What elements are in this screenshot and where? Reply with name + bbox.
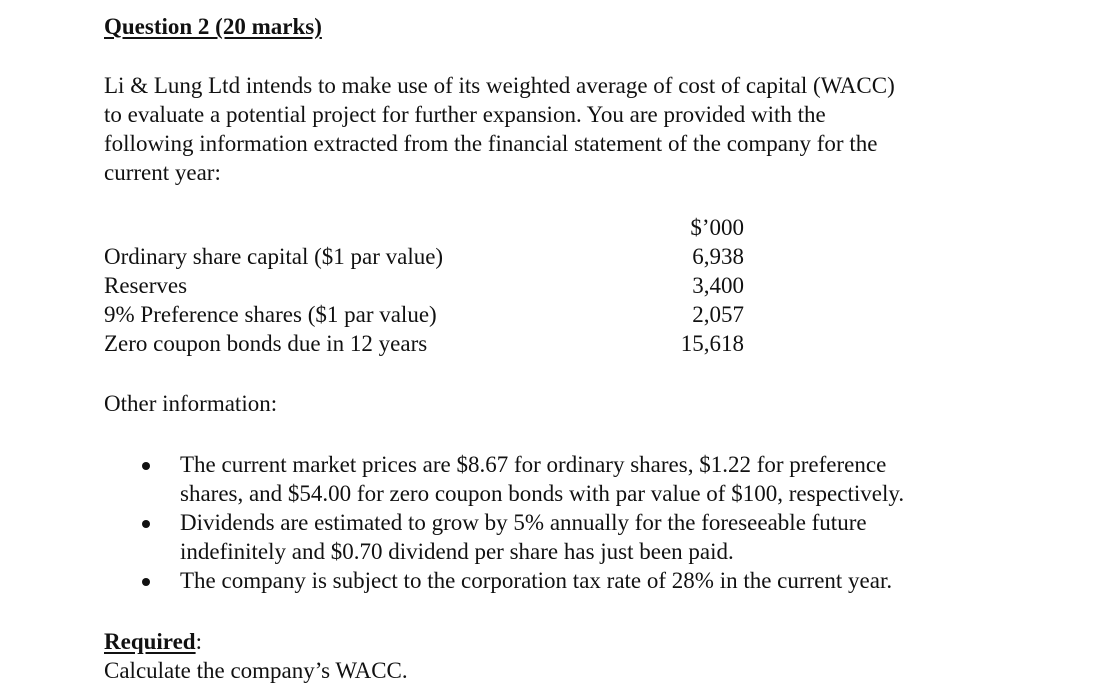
row-label: Ordinary share capital ($1 par value): [104, 244, 444, 269]
row-label: Zero coupon bonds due in 12 years: [104, 331, 428, 356]
row-value: 3,400: [692, 273, 744, 298]
row-value: 2,057: [692, 302, 744, 327]
table-row: [104, 300, 744, 329]
bullet-dot-icon: [142, 462, 150, 470]
intro-line: following information extracted from the financial statement of the company for the: [104, 131, 878, 156]
bullet-line: shares, and $54.00 for zero coupon bonds with par value of $100, respectively.: [180, 481, 905, 506]
question-heading: Question 2 (20 marks): [104, 14, 322, 39]
row-label: Reserves: [104, 273, 188, 298]
row-label: 9% Preference shares ($1 par value): [104, 302, 437, 327]
info-bullet-list: [104, 450, 1004, 595]
bullet-item: [104, 450, 1004, 508]
intro-line: Li & Lung Ltd intends to make use of its weighted average of cost of capital (WACC): [104, 73, 895, 98]
row-value: 6,938: [692, 244, 744, 269]
bullet-dot-icon: [142, 578, 150, 586]
required-label: Required: [104, 629, 196, 654]
table-row: [104, 242, 744, 271]
required-colon: :: [195, 629, 202, 654]
bullet-item: [104, 566, 1004, 595]
table-header-row: [104, 213, 744, 242]
required-heading: [104, 627, 202, 656]
bullet-line: The company is subject to the corporation tax rate of 28% in the current year.: [180, 568, 893, 593]
bullet-item: [104, 508, 1004, 566]
bullet-line: indefinitely and $0.70 dividend per share has just been paid.: [180, 539, 734, 564]
bullet-line: The current market prices are $8.67 for ordinary shares, $1.22 for preference: [180, 452, 887, 477]
intro-line: current year:: [104, 160, 221, 185]
unit-header: $’000: [690, 215, 744, 240]
intro-line: to evaluate a potential project for further expansion. You are provided with the: [104, 102, 826, 127]
table-row: [104, 329, 744, 358]
row-value: 15,618: [680, 331, 744, 356]
bullet-dot-icon: [142, 520, 150, 528]
intro-paragraph: [104, 71, 1004, 187]
bullet-line: Dividends are estimated to grow by 5% annually for the foreseeable future: [180, 510, 867, 535]
table-row: [104, 271, 744, 300]
other-info-label: Other information:: [104, 391, 278, 416]
financial-table: [104, 213, 744, 358]
task-text: Calculate the company’s WACC.: [104, 658, 408, 683]
